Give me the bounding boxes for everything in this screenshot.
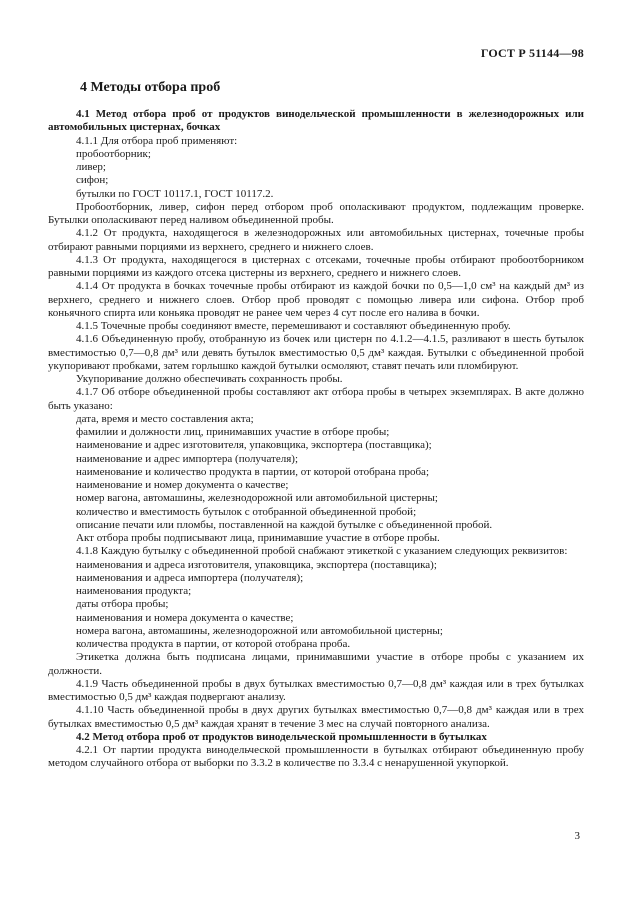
paragraph: 4.1.6 Объединенную пробу, отобранную из бочек или цистерн по 4.1.2—4.1.5, разливают в шесть бутылок вместимостью 0,7—0,8 дм³ или девять бутылок вместимостью 0,5 дм³ каждая. Бутылки с объединенной пробой укупоривают пробками, затем горлышко каждой бутылки осмоляют, ставят печать или пломбируют. (48, 333, 584, 372)
list-item: наименования продукта; (76, 585, 192, 597)
paragraph: 4.1.4 От продукта в бочках точечные пробы отбирают из каждой бочки по 0,5—1,0 см³ на каждый дм³ из верхнего, среднего и нижнего слоев. Отбор проб проводят с помощью ливера или сифона. Отбор проб коньячного спирта или коньяка проводят не ранее чем через 4 сут после его налива в бочки. (48, 280, 584, 319)
list-item: бутылки по ГОСТ 10117.1, ГОСТ 10117.2. (76, 187, 274, 200)
standard-header: ГОСТ Р 51144—98 (480, 46, 584, 60)
page-number: 3 (574, 830, 580, 842)
section-title: 4 Методы отбора проб (80, 80, 221, 95)
list-item: номера вагона, автомашины, железнодорожной или автомобильной цистерны; (76, 624, 443, 637)
paragraph: 4.1.1 Для отбора проб применяют: (76, 134, 238, 147)
paragraph: 4.1.2 От продукта, находящегося в железнодорожных или автомобильных цистернах, точечные пробы отбирают равными порциями из верхнего, среднего и нижнего слоев. (48, 227, 584, 253)
list-item: описание печати или пломбы, поставленной на каждой бутылке с объединенной пробой. (76, 518, 493, 531)
list-item: количество и вместимость бутылок с отобранной объединенной пробой; (76, 505, 417, 518)
paragraph: Акт отбора пробы подписывают лица, принимавшие участие в отборе пробы. (76, 532, 440, 544)
list-item: наименования и номера документа о качестве; (76, 611, 294, 624)
paragraph: 4.1.3 От продукта, находящегося в цистернах с отсеками, точечные пробы отбирают пробоотборником равными порциями из каждого отсека цистерны из верхнего, среднего и нижнего слоев. (48, 253, 584, 279)
paragraph: 4.1.7 Об отборе объединенной пробы составляют акт отбора пробы в четырех экземплярах. В акте должно быть указано: (48, 386, 584, 412)
list-item: наименование и адрес импортера (получателя); (76, 452, 299, 465)
list-item: наименование и адрес изготовителя, упаковщика, экспортера (поставщика); (76, 439, 432, 452)
paragraph: Укупоривание должно обеспечивать сохранность пробы. (76, 373, 343, 385)
paragraph: 4.2.1 От партии продукта винодельческой промышленности в бутылках отбирают объединенную пробу методом случайного отбора от выборки по 3.3.2 в количестве по 3.3.4 с ненарушенной укупоркой. (48, 744, 584, 770)
list-item: фамилии и должности лиц, принимавших участие в отборе пробы; (76, 426, 390, 438)
paragraph: Этикетка должна быть подписана лицами, принимавшими участие в отборе пробы с указанием их должности. (48, 651, 584, 677)
list-item: пробоотборник; (76, 147, 151, 160)
list-item: даты отбора пробы; (76, 598, 169, 611)
list-item: номер вагона, автомашины, железнодорожной или автомобильной цистерны; (76, 492, 438, 505)
list-item: количества продукта в партии, от которой отобрана проба. (76, 638, 351, 650)
list-item: дата, время и место составления акта; (76, 412, 254, 425)
subsection-heading: 4.1 Метод отбора проб от продуктов винодельческой промышленности в железнодорожных или автомобильных цистернах, бочках (48, 108, 584, 134)
paragraph: 4.1.9 Часть объединенной пробы в двух бутылках вместимостью 0,7—0,8 дм³ каждая или в трех бутылках вместимостью 0,5 дм³ каждая подвергают анализу. (48, 677, 584, 703)
paragraph: 4.1.8 Каждую бутылку с объединенной пробой снабжают этикеткой с указанием следующих реквизитов: (76, 545, 568, 558)
list-item: наименование и номер документа о качестве; (76, 479, 289, 491)
paragraph: Пробоотборник, ливер, сифон перед отбором проб ополаскивают продуктом, подлежащим проверке. Бутылки ополаскивают перед наливом объединенной пробы. (48, 200, 584, 226)
subsection-heading: 4.2 Метод отбора проб от продуктов винодельческой промышленности в бутылках (76, 730, 487, 743)
list-item: наименования и адреса импортера (получателя); (76, 571, 304, 584)
document-body (48, 108, 584, 771)
list-item: ливер; (76, 161, 106, 173)
paragraph: 4.1.10 Часть объединенной пробы в двух других бутылках вместимостью 0,7—0,8 дм³ каждая или в трех бутылках вместимостью 0,5 дм³ каждая хранят в течение 3 мес на случай повторного анализа. (48, 704, 584, 730)
paragraph: 4.1.5 Точечные пробы соединяют вместе, перемешивают и составляют объединенную пробу. (76, 320, 511, 332)
list-item: сифон; (76, 174, 109, 187)
list-item: наименования и адреса изготовителя, упаковщика, экспортера (поставщика); (76, 558, 437, 571)
list-item: наименование и количество продукта в партии, от которой отобрана проба; (76, 465, 429, 478)
